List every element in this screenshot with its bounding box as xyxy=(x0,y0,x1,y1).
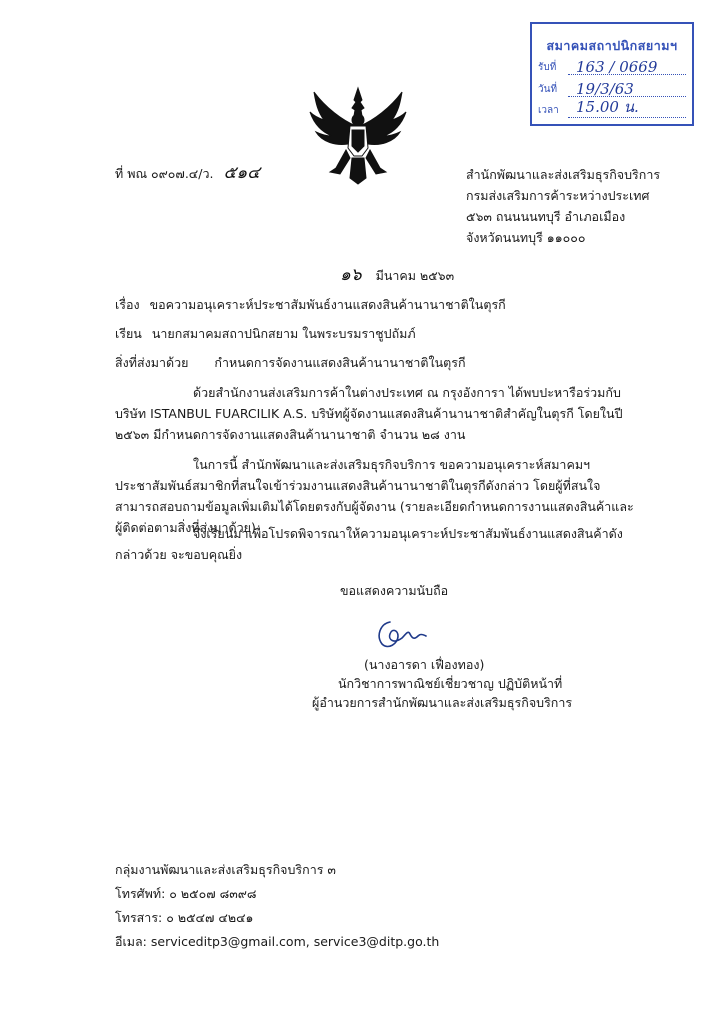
body-paragraph: ด้วยสำนักงานส่งเสริมการค้าในต่างประเทศ ณ กรุงอังการา ได้พบปะหารือร่วมกับบริษัท ISTANBUL FUARCILIK A.S. บริษัทผู้จัดงานแสดงสินค้านานาชาติสำคัญในตุรกี โดยในปี ๒๕๖๓ มีกำหนดการจัดงานแสดงสินค้านานาชาติ จำนวน ๒๘ งาน xyxy=(115,385,623,442)
signatory-position: นักวิชาการพาณิชย์เชี่ยวชาญ ปฏิบัติหน้าที่ xyxy=(338,676,563,691)
letter-date xyxy=(340,266,454,285)
garuda-emblem-icon xyxy=(306,86,410,186)
fax-label: โทรสาร: xyxy=(115,910,163,925)
subject-label: เรื่อง xyxy=(115,297,140,312)
closing: ขอแสดงความนับถือ xyxy=(340,583,449,598)
stamp-time-value: 15.00 น. xyxy=(576,98,639,116)
stamp-receipt-number: 163 / 0669 xyxy=(576,58,658,76)
sender-address-line: สำนักพัฒนาและส่งเสริมธุรกิจบริการ xyxy=(466,167,661,182)
signatory-title: ผู้อำนวยการสำนักพัฒนาและส่งเสริมธุรกิจบริการ xyxy=(312,695,573,710)
stamp-receipt-label: รับที่ xyxy=(538,62,557,73)
sender-address-line: ๕๖๓ ถนนนนทบุรี อำเภอเมือง xyxy=(466,209,626,224)
stamp-heading: สมาคมสถาปนิกสยามฯ xyxy=(546,38,678,53)
date-day: ๑๖ xyxy=(340,265,362,285)
recipient-label: เรียน xyxy=(115,326,142,341)
stamp-date-label: วันที่ xyxy=(538,84,558,95)
stamp-date-value: 19/3/63 xyxy=(576,80,634,98)
handwritten-signature xyxy=(372,616,432,654)
email-address[interactable]: serviceditp3@gmail.com, service3@ditp.go.th xyxy=(150,934,440,949)
sender-address-line: กรมส่งเสริมการค้าระหว่างประเทศ xyxy=(466,188,650,203)
reference-line xyxy=(115,164,260,183)
subject-text: ขอความอนุเคราะห์ประชาสัมพันธ์งานแสดงสินค้านานาชาติในตุรกี xyxy=(149,297,506,312)
body-paragraph: ในการนี้ สำนักพัฒนาและส่งเสริมธุรกิจบริการ ขอความอนุเคราะห์สมาคมฯ ประชาสัมพันธ์สมาชิกที่สนใจเข้าร่วมงานแสดงสินค้านานาชาติในตุรกีดังกล่าว โดยผู้ที่สนใจสามารถสอบถามข้อมูลเพิ่มเติมได้โดยตรงกับผู้จัดงาน (รายละเอียดกำหนดการงานแสดงสินค้าและผู้ติดต่อตามสิ่งที่ส่งมาด้วย) xyxy=(115,457,634,535)
sender-address xyxy=(466,164,660,248)
receipt-stamp xyxy=(530,22,694,126)
fax-number: ๐ ๒๕๔๗ ๔๒๔๑ xyxy=(166,910,254,925)
attachment-label: สิ่งที่ส่งมาด้วย xyxy=(115,355,189,370)
footer-email xyxy=(115,930,439,954)
sender-address-line: จังหวัดนนทบุรี ๑๑๐๐๐ xyxy=(466,230,586,245)
attachment-text: กำหนดการจัดงานแสดงสินค้านานาชาติในตุรกี xyxy=(214,355,466,370)
email-label: อีเมล: xyxy=(115,934,147,949)
recipient-line xyxy=(115,325,416,343)
phone-number: ๐ ๒๕๐๗ ๘๓๙๘ xyxy=(169,886,257,901)
attachment-line xyxy=(115,354,466,372)
stamp-time-label: เวลา xyxy=(538,105,559,116)
reference-prefix: ที่ พณ ๐๙๐๗.๔/ว. xyxy=(115,166,214,181)
footer-contact xyxy=(115,858,439,954)
footer-phone xyxy=(115,882,439,906)
footer-fax xyxy=(115,906,439,930)
body-paragraph: จึงเรียนมาเพื่อโปรดพิจารณาให้ความอนุเคราะห์ประชาสัมพันธ์งานแสดงสินค้าดังกล่าวด้วย จะขอบคุณยิ่ง xyxy=(115,526,623,562)
reference-number: ๕๑๔ xyxy=(223,163,260,183)
signatory-name: (นางอารดา เฟื่องทอง) xyxy=(364,657,485,672)
subject-line xyxy=(115,296,506,314)
stamp-receipt-row xyxy=(538,60,686,77)
date-month-year: มีนาคม ๒๕๖๓ xyxy=(375,268,455,283)
phone-label: โทรศัพท์: xyxy=(115,886,166,901)
footer-unit: กลุ่มงานพัฒนาและส่งเสริมธุรกิจบริการ ๓ xyxy=(115,862,336,877)
recipient-text: นายกสมาคมสถาปนิกสยาม ในพระบรมราชูปถัมภ์ xyxy=(151,326,416,341)
stamp-time-row xyxy=(538,98,686,120)
